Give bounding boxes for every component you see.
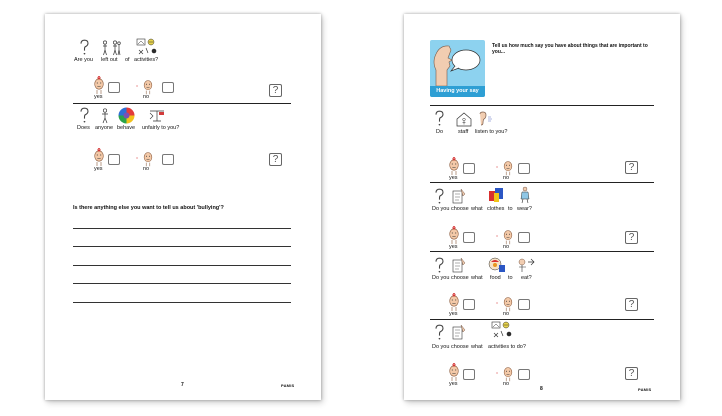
rq1-no-label: no	[503, 175, 510, 181]
rq3-word-choose: choose	[451, 275, 469, 281]
q1-word-are-you: Are you	[74, 57, 93, 63]
food-icon	[488, 256, 506, 274]
q1-no-label: no	[143, 94, 150, 100]
document-page-7	[45, 14, 321, 400]
q1-help-box[interactable]: ?	[269, 84, 282, 97]
wear-person-icon	[517, 186, 531, 204]
yes-face-icon	[447, 293, 461, 313]
rq1-help-box[interactable]: ?	[625, 161, 638, 174]
question-mark-icon	[79, 107, 90, 124]
yes-face-icon	[92, 148, 106, 168]
unfairly-scales-icon	[148, 108, 166, 123]
rq2-yes-checkbox[interactable]	[463, 232, 475, 243]
q2-no-checkbox[interactable]	[162, 154, 174, 165]
rq2-help-box[interactable]: ?	[625, 231, 638, 244]
no-arrow-icon	[496, 369, 506, 377]
yes-face-icon	[92, 76, 106, 96]
q1-no-checkbox[interactable]	[162, 82, 174, 93]
rq4-no-label: no	[503, 381, 510, 387]
rq4-word-choose: choose	[451, 344, 469, 350]
rq3-word-what: what	[471, 275, 483, 281]
choose-hand-icon	[452, 324, 466, 340]
having-your-say-label: Having your say	[430, 86, 485, 97]
rq3-no-checkbox[interactable]	[518, 299, 530, 310]
no-arrow-icon	[136, 82, 146, 90]
write-line-4[interactable]	[73, 283, 291, 284]
q1-yes-checkbox[interactable]	[108, 82, 120, 93]
rq1-word-staff: staff	[458, 129, 469, 135]
document-page-8	[404, 14, 680, 400]
rq2-word-clothes: clothes	[487, 206, 505, 212]
q1-yes-label: yes	[94, 94, 103, 100]
no-arrow-icon	[496, 299, 506, 307]
rq4-yes-checkbox[interactable]	[463, 369, 475, 380]
rq2-word-wear: wear?	[517, 206, 532, 212]
yes-face-icon	[447, 157, 461, 177]
rq1-yes-label: yes	[449, 175, 458, 181]
rq4-word-do-you: Do you	[432, 344, 450, 350]
rq4-no-checkbox[interactable]	[518, 369, 530, 380]
divider	[430, 319, 654, 320]
rq1-word-do: Do	[436, 129, 444, 135]
question-mark-icon	[434, 324, 445, 341]
behave-wheel-icon	[118, 107, 135, 124]
choose-hand-icon	[452, 188, 466, 204]
rq1-yes-checkbox[interactable]	[463, 163, 475, 174]
header-text: Tell us how much say you have about things that are important to you...	[492, 43, 648, 55]
question-mark-icon	[434, 110, 445, 127]
activities-icon	[491, 321, 513, 339]
q1-word-left-out: left out	[101, 57, 118, 63]
no-arrow-icon	[496, 232, 506, 240]
rq3-word-do-you: Do you	[432, 275, 450, 281]
listen-ear-icon	[476, 111, 494, 127]
rq3-word-to: to	[508, 275, 513, 281]
yes-face-icon	[447, 226, 461, 246]
staff-house-icon	[456, 112, 472, 127]
page-number: 7	[181, 382, 184, 388]
rq4-help-box[interactable]: ?	[625, 367, 638, 380]
rq1-word-listen: listen to you?	[475, 129, 508, 135]
write-line-5[interactable]	[73, 302, 291, 303]
rq2-word-choose: choose	[451, 206, 469, 212]
speaking-face-icon	[430, 40, 485, 86]
divider	[430, 182, 654, 183]
q1-word-activities: activities?	[134, 57, 159, 63]
write-line-1[interactable]	[73, 228, 291, 229]
no-arrow-icon	[496, 163, 506, 171]
rq3-yes-checkbox[interactable]	[463, 299, 475, 310]
rq2-no-checkbox[interactable]	[518, 232, 530, 243]
clothes-icon	[488, 186, 506, 204]
q2-word-unfairly: unfairly to you?	[142, 125, 180, 131]
rq2-no-label: no	[503, 244, 510, 250]
rq4-yes-label: yes	[449, 381, 458, 387]
eat-person-icon	[517, 257, 537, 273]
rq3-help-box[interactable]: ?	[625, 298, 638, 311]
write-line-2[interactable]	[73, 246, 291, 247]
left-out-people-icon	[101, 40, 121, 56]
no-arrow-icon	[136, 154, 146, 162]
free-text-prompt: Is there anything else you want to tell us about 'bullying'?	[73, 205, 224, 211]
q2-no-label: no	[143, 166, 150, 172]
rq4-word-what: what	[471, 344, 483, 350]
question-mark-icon	[434, 188, 445, 205]
rq1-no-checkbox[interactable]	[518, 163, 530, 174]
brand-footer: PAMIS	[281, 383, 295, 388]
q2-word-behave: behave	[117, 125, 136, 131]
q2-word-anyone: anyone	[95, 125, 114, 131]
rq3-no-label: no	[503, 311, 510, 317]
rq3-yes-label: yes	[449, 311, 458, 317]
having-your-say-card	[430, 40, 485, 97]
q2-yes-label: yes	[94, 166, 103, 172]
divider	[430, 251, 654, 252]
rq2-yes-label: yes	[449, 244, 458, 250]
brand-footer: PAMIS	[638, 387, 652, 392]
q2-word-does: Does	[77, 125, 90, 131]
write-line-3[interactable]	[73, 265, 291, 266]
yes-face-icon	[447, 363, 461, 383]
rq3-word-eat: eat?	[521, 275, 532, 281]
rq2-word-to: to	[508, 206, 513, 212]
activities-icon	[136, 38, 158, 56]
divider	[73, 103, 291, 104]
q2-help-box[interactable]: ?	[269, 153, 282, 166]
rq4-word-activities: activities to do?	[488, 344, 526, 350]
page-number: 8	[540, 386, 543, 392]
rq2-word-do-you: Do you	[432, 206, 450, 212]
q2-yes-checkbox[interactable]	[108, 154, 120, 165]
divider	[430, 105, 654, 106]
question-mark-icon	[79, 39, 90, 56]
choose-hand-icon	[452, 257, 466, 273]
anyone-person-icon	[100, 108, 110, 124]
q1-word-of: of	[125, 57, 130, 63]
question-mark-icon	[434, 257, 445, 274]
rq3-word-food: food	[490, 275, 501, 281]
rq2-word-what: what	[471, 206, 483, 212]
